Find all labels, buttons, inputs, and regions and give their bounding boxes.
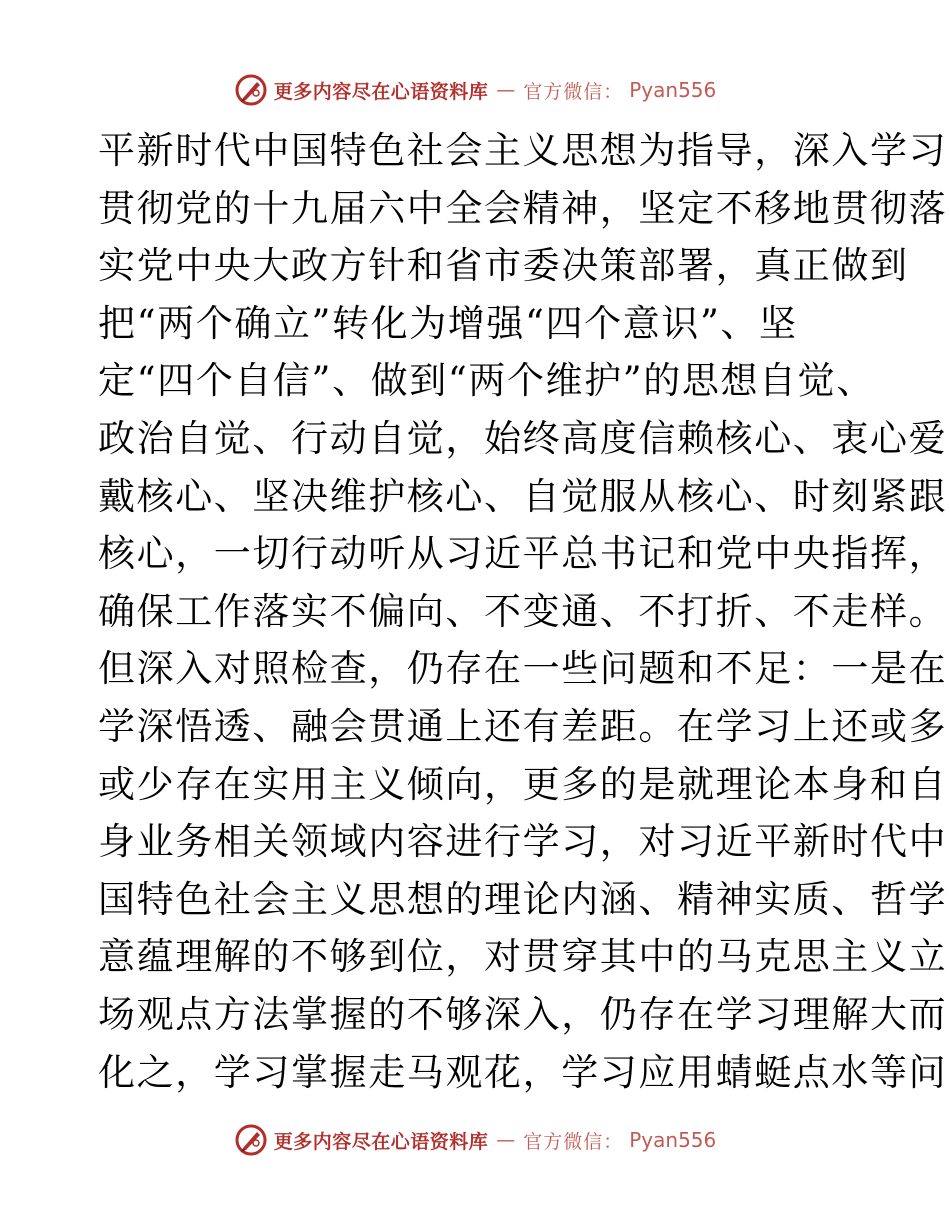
text-line: 或少存在实用主义倾向，更多的是就理论本身和自 xyxy=(98,762,948,806)
text-line: 化之，学习掌握走马观花，学习应用蜻蜓点水等问 xyxy=(98,1050,948,1094)
banner-separator: — xyxy=(496,1129,516,1151)
text-line: 核心，一切行动听从习近平总书记和党中央指挥， xyxy=(98,532,948,576)
text-line: 戴核心、坚决维护核心、自觉服从核心、时刻紧跟 xyxy=(98,474,948,518)
banner-wechat-label: 官方微信： xyxy=(523,80,624,103)
text-line: 国特色社会主义思想的理论内涵、精神实质、哲学 xyxy=(98,877,948,921)
quill-pen-icon xyxy=(234,73,268,107)
text-line: 把“两个确立”转化为增强“四个意识”、坚 xyxy=(98,301,798,345)
text-line: 学深悟透、融会贯通上还有差距。在学习上还或多 xyxy=(98,704,948,748)
text-line: 实党中央大政方针和省市委决策部署，真正做到 xyxy=(98,244,909,288)
text-line: 定“四个自信”、做到“两个维护”的思想自觉、 xyxy=(98,359,875,403)
header-banner xyxy=(0,70,950,110)
text-line: 确保工作落实不偏向、不变通、不打折、不走样。 xyxy=(98,589,948,633)
quill-pen-icon xyxy=(234,1123,268,1157)
text-line: 身业务相关领域内容进行学习，对习近平新时代中 xyxy=(98,820,948,864)
text-line: 平新时代中国特色社会主义思想为指导，深入学习 xyxy=(98,129,948,172)
banner-wechat-label: 官方微信： xyxy=(523,1130,624,1153)
banner-title: 更多内容尽在心语资料库 xyxy=(273,1130,489,1153)
banner-separator: — xyxy=(496,79,516,101)
text-line: 场观点方法掌握的不够深入，仍存在学习理解大而 xyxy=(98,992,948,1036)
banner-title: 更多内容尽在心语资料库 xyxy=(273,80,489,103)
banner-wechat-id: Pyan556 xyxy=(629,78,717,102)
text-line: 意蕴理解的不够到位，对贯穿其中的马克思主义立 xyxy=(98,935,948,979)
text-line: 贯彻党的十九届六中全会精神，坚定不移地贯彻落 xyxy=(98,186,948,230)
document-body xyxy=(98,122,948,1101)
footer-banner xyxy=(0,1120,950,1160)
text-line: 政治自觉、行动自觉，始终高度信赖核心、衷心爱 xyxy=(98,416,948,460)
text-line: 但深入对照检查，仍存在一些问题和不足：一是在 xyxy=(98,647,948,691)
banner-wechat-id: Pyan556 xyxy=(629,1128,717,1152)
